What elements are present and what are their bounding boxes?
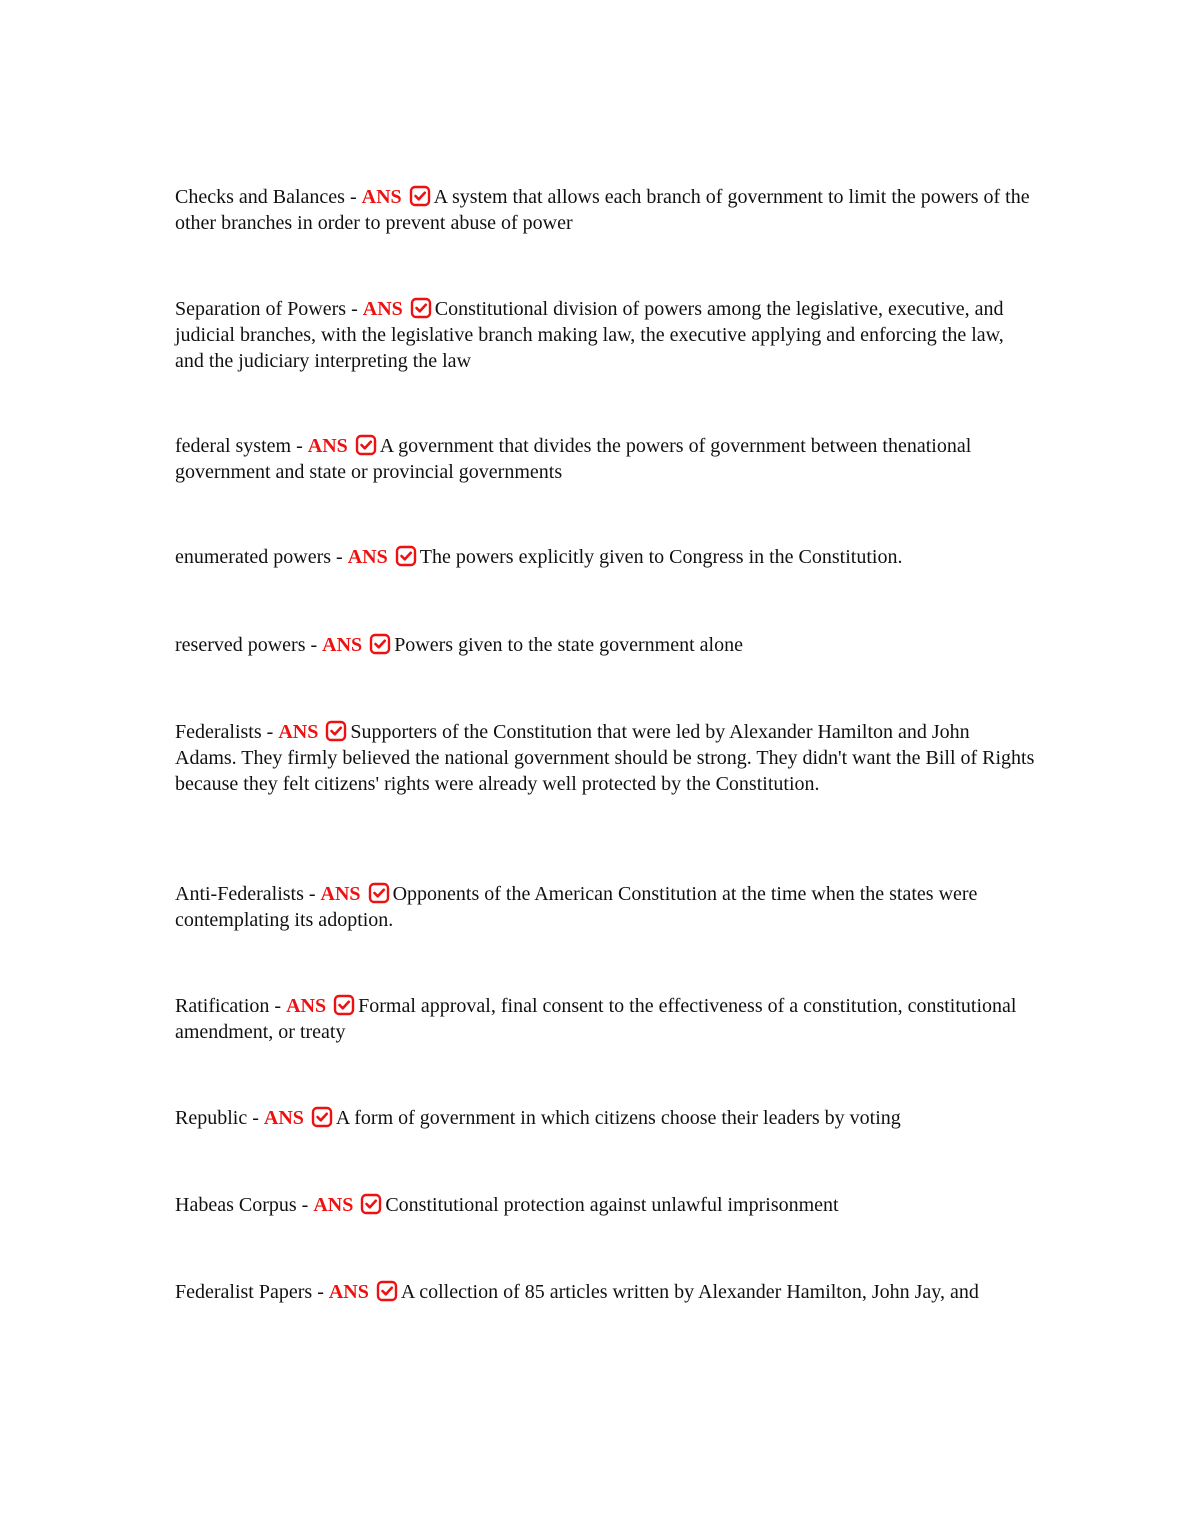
checkbox-check-icon bbox=[360, 1193, 382, 1215]
answer-marker: ANS bbox=[263, 1107, 304, 1129]
checkbox-check-icon bbox=[355, 434, 377, 456]
entry-term: Federalists bbox=[175, 721, 262, 743]
entry-definition: The powers explicitly given to Congress in the Constitution. bbox=[419, 546, 903, 568]
flashcard-entry bbox=[175, 296, 1035, 374]
entry-separator: - bbox=[269, 995, 287, 1017]
entry-definition: Supporters of the Constitution that were led by Alexander Hamilton and John Adams. They firmly believed the national government should be strong. They didn't want the Bill of Rights because they felt citizens' rights were already well protected by the Constitution. bbox=[175, 721, 1035, 795]
checkbox-check-icon bbox=[311, 1106, 333, 1128]
entry-term: reserved powers bbox=[175, 634, 306, 656]
flashcard-entry bbox=[175, 719, 1035, 797]
entry-term: Republic bbox=[175, 1107, 248, 1129]
answer-marker: ANS bbox=[328, 1281, 369, 1303]
answer-marker: ANS bbox=[322, 634, 363, 656]
entry-definition: A collection of 85 articles written by Alexander Hamilton, John Jay, and bbox=[400, 1281, 979, 1303]
entry-definition: A form of government in which citizens choose their leaders by voting bbox=[335, 1107, 901, 1129]
entry-term: Anti-Federalists bbox=[175, 883, 304, 905]
answer-marker: ANS bbox=[361, 186, 402, 208]
checkbox-check-icon bbox=[395, 545, 417, 567]
entry-term: Checks and Balances bbox=[175, 186, 345, 208]
entry-definition: A system that allows each branch of government to limit the powers of the other branches in order to prevent abuse of power bbox=[175, 186, 1030, 234]
answer-marker: ANS bbox=[313, 1194, 354, 1216]
answer-marker: ANS bbox=[307, 435, 348, 457]
answer-marker: ANS bbox=[286, 995, 327, 1017]
flashcard-entry bbox=[175, 544, 1035, 570]
entry-definition: Opponents of the American Constitution at the time when the states were contemplating its adoption. bbox=[175, 883, 978, 931]
checkbox-check-icon bbox=[325, 720, 347, 742]
entry-separator: - bbox=[331, 546, 348, 568]
entry-separator: - bbox=[291, 435, 308, 457]
checkbox-check-icon bbox=[410, 297, 432, 319]
entry-definition: A government that divides the powers of government between thenational government and state or provincial governments bbox=[175, 435, 972, 483]
entry-term: Ratification bbox=[175, 995, 270, 1017]
entry-separator: - bbox=[303, 883, 321, 905]
entry-separator: - bbox=[346, 298, 363, 320]
entry-definition: Constitutional protection against unlawful imprisonment bbox=[385, 1194, 839, 1216]
entry-separator: - bbox=[296, 1194, 314, 1216]
entry-separator: - bbox=[261, 721, 279, 743]
checkbox-check-icon bbox=[376, 1280, 398, 1302]
entry-definition: Constitutional division of powers among the legislative, executive, and judicial branches, with the legislative branch making law, the executive applying and enforcing the law, and the judiciary interpreting the law bbox=[175, 298, 1004, 372]
answer-marker: ANS bbox=[278, 721, 319, 743]
entry-term: federal system bbox=[175, 435, 292, 457]
entry-term: enumerated powers bbox=[175, 546, 332, 568]
entry-separator: - bbox=[247, 1107, 264, 1129]
flashcard-entry bbox=[175, 632, 1035, 658]
answer-marker: ANS bbox=[362, 298, 403, 320]
entry-term: Federalist Papers bbox=[175, 1281, 313, 1303]
entry-definition: Formal approval, final consent to the effectiveness of a constitution, constitutional amendment, or treaty bbox=[175, 995, 1017, 1043]
flashcard-entry bbox=[175, 993, 1035, 1045]
entry-separator: - bbox=[344, 186, 362, 208]
checkbox-check-icon bbox=[369, 633, 391, 655]
entry-definition: Powers given to the state government alone bbox=[394, 634, 743, 656]
checkbox-check-icon bbox=[368, 882, 390, 904]
entry-separator: - bbox=[305, 634, 323, 656]
flashcard-entry bbox=[175, 1279, 1035, 1305]
answer-marker: ANS bbox=[320, 883, 361, 905]
flashcard-entry bbox=[175, 1105, 1035, 1131]
answer-marker: ANS bbox=[347, 546, 388, 568]
flashcard-entry bbox=[175, 1192, 1035, 1218]
flashcard-entry bbox=[175, 184, 1035, 236]
flashcard-entry bbox=[175, 881, 1035, 933]
entry-term: Separation of Powers bbox=[175, 298, 347, 320]
checkbox-check-icon bbox=[409, 185, 431, 207]
checkbox-check-icon bbox=[333, 994, 355, 1016]
flashcard-entry bbox=[175, 433, 1035, 485]
entry-term: Habeas Corpus bbox=[175, 1194, 297, 1216]
entry-separator: - bbox=[312, 1281, 329, 1303]
